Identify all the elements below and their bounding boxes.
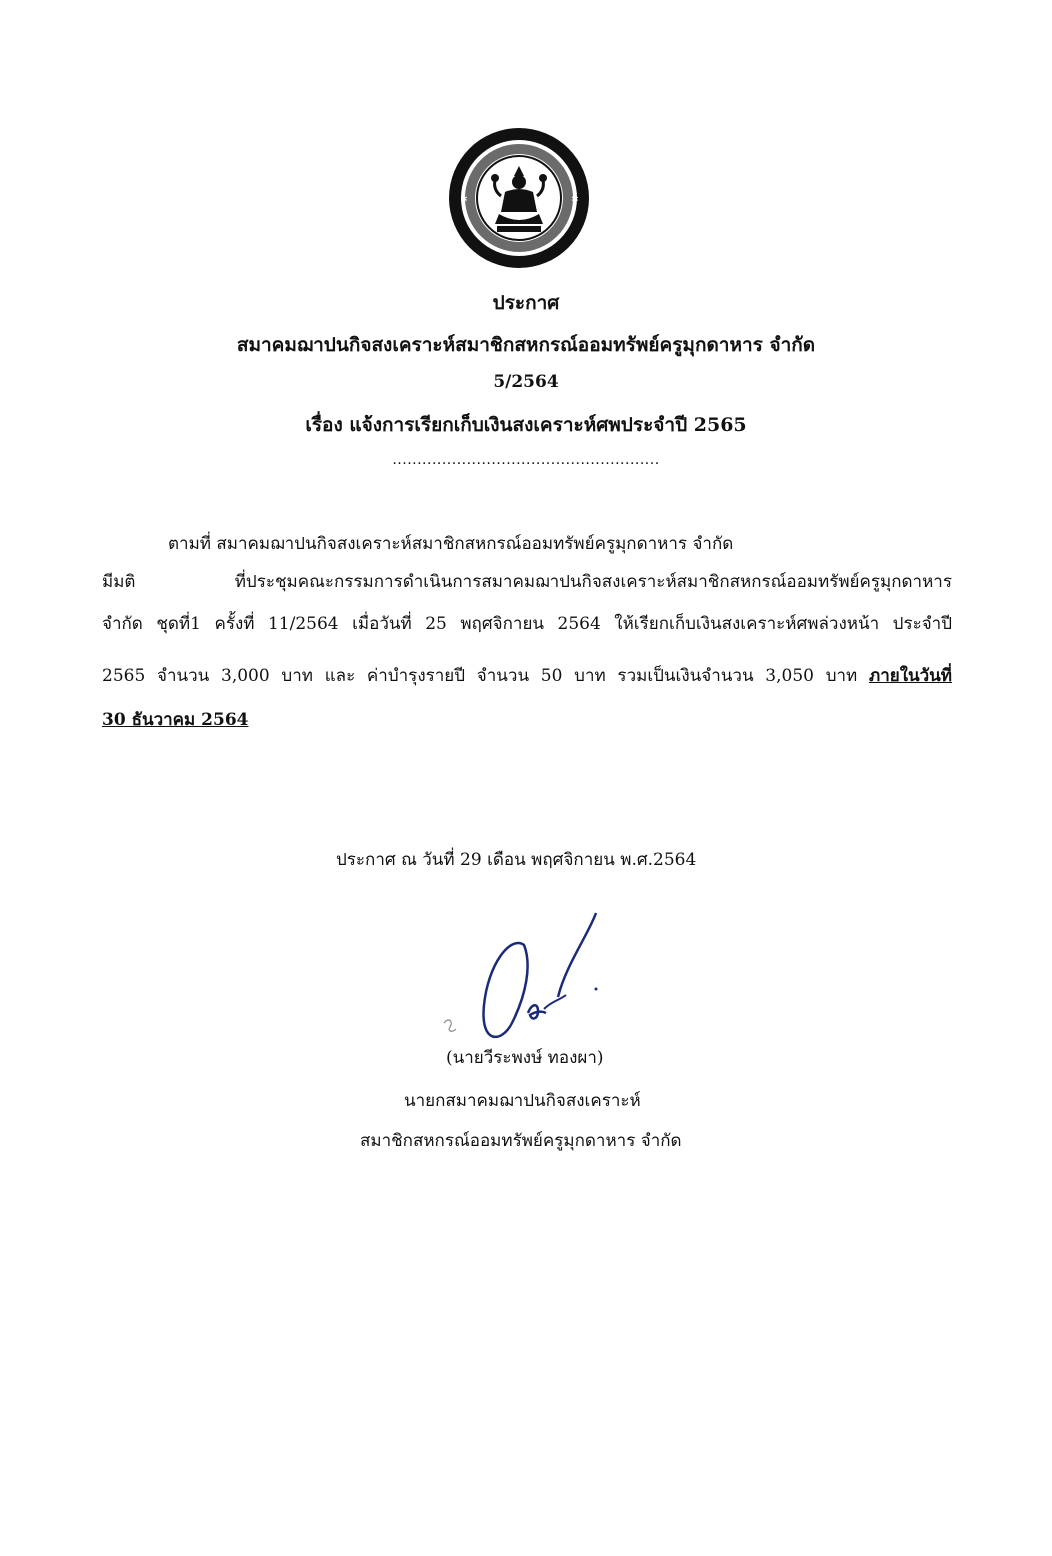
association-seal-icon — [447, 126, 591, 270]
deadline-date: 30 ธันวาคม 2564 — [102, 710, 249, 730]
title-divider: ...................................................... — [392, 452, 660, 468]
svg-text:✲: ✲ — [571, 195, 579, 205]
signer-title-line-2: สมาชิกสหกรณ์ออมทรัพย์ครูมุกดาหาร จำกัด — [360, 1131, 682, 1151]
signer-title-line-1: นายกสมาคมฌาปนกิจสงเคราะห์ — [404, 1091, 641, 1111]
signer-name: (นายวีระพงษ์ ทองผา) — [446, 1048, 604, 1068]
amount-text: 2565 จำนวน 3,000 บาท และ ค่าบำรุงรายปี จำนวน 50 บาท รวมเป็นเงินจำนวน 3,050 บาท — [102, 666, 858, 686]
body-paragraph-line-1: ตามที่ สมาคมฌาปนกิจสงเคราะห์สมาชิกสหกรณ์ออมทรัพย์ครูมุกดาหาร จำกัด — [168, 534, 734, 554]
announcement-number: 5/2564 — [493, 372, 559, 392]
handwritten-signature-icon — [440, 905, 620, 1050]
announcement-subject: เรื่อง แจ้งการเรียกเก็บเงินสงเคราะห์ศพประจำปี 2565 — [305, 414, 747, 436]
announcement-date: ประกาศ ณ วันที่ 29 เดือน พฤศจิกายน พ.ศ.2564 — [336, 850, 697, 870]
body-paragraph-line-2: มีมติ ที่ประชุมคณะกรรมการดำเนินการสมาคมฌาปนกิจสงเคราะห์สมาชิกสหกรณ์ออมทรัพย์ครูมุกดาหาร — [102, 572, 952, 592]
svg-text:✲: ✲ — [460, 195, 468, 205]
deadline-prefix: ภายในวันที่ — [868, 666, 952, 686]
body-paragraph-line-3: จำกัด ชุดที่1 ครั้งที่ 11/2564 เมื่อวันที่ 25 พฤศจิกายน 2564 ให้เรียกเก็บเงินสงเคราะห์ศพล่วงหน้า ประจำปี — [102, 614, 952, 634]
body-paragraph-line-4 — [102, 662, 952, 689]
association-name: สมาคมฌาปนกิจสงเคราะห์สมาชิกสหกรณ์ออมทรัพย์ครูมุกดาหาร จำกัด — [236, 334, 816, 356]
announcement-heading: ประกาศ — [492, 292, 560, 314]
